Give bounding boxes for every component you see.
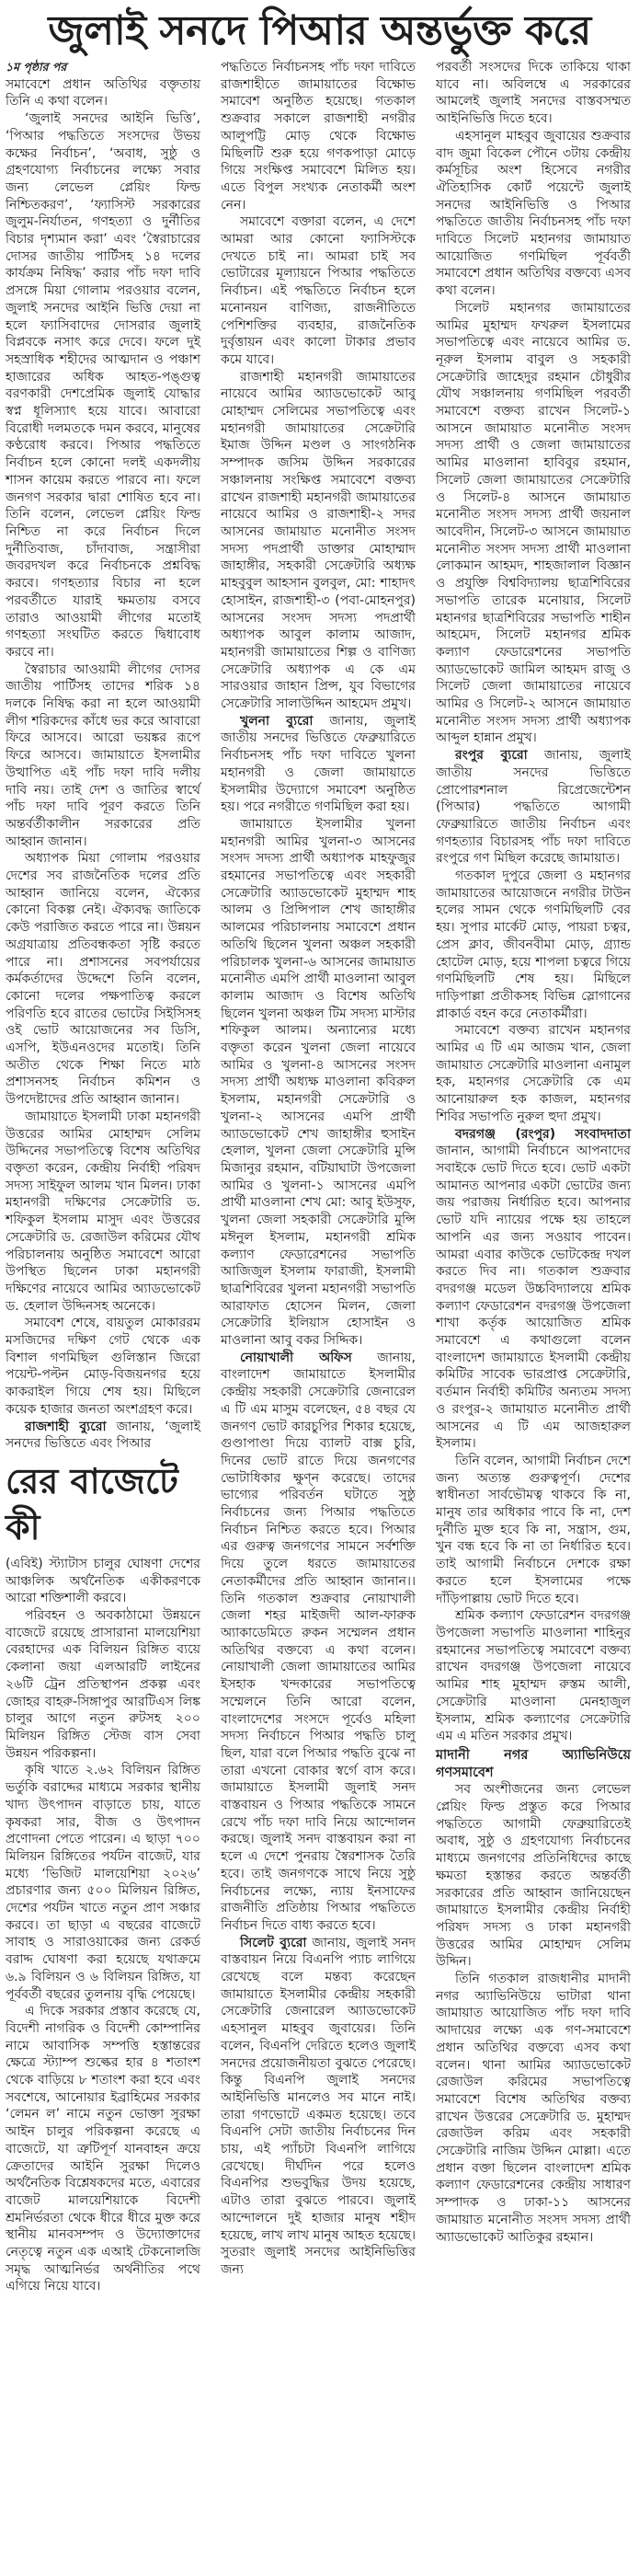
paragraph [436,1607,631,1745]
budget-article-headline: রের বাজেটে কী [6,1460,178,1547]
paragraph [436,1781,631,1971]
paragraph [6,1109,200,1315]
paragraph-text: স্বৈরাচার আওয়ামী লীগের দোসর জাতীয় পার্টিসহ তাদের শরিক ১৪ দলকে নিষিদ্ধ করা না হলে আওয়ামী লীগ শরিকদের কাঁধে ভর করে আবারো ফিরে আসবে। আরো ভয়ঙ্কর রূপে ফিরে আসবে। জামায়াতে ইসলামীর উত্থাপিত এই পাঁচ দফা দাবি দলীয় দাবি নয়। তাই দেশ ও জাতির স্বার্থে পাঁচ দফা দাবি পূরণ করতে তিনি অন্তর্বর্তীকালীন সরকারের প্রতি আহ্বান জানান। [6,661,200,849]
paragraph [6,110,200,661]
paragraph-text: জানায়, জুলাই জাতীয় সনদের ভিত্তিতে ফেব্রুয়ারিতে নির্বাচনসহ পাঁচ দফা দাবিতে খুলনা মহানগরী ও জেলা জামায়াতে ইসলামীর উদ্যোগে সমাবেশ অনুষ্ঠিত হয়। পরে নগরীতে গণমিছিল করা হয়। [221,713,416,815]
dateline: নোয়াখালী অফিস [240,1350,352,1365]
paragraph-text: তিনি গতকাল রাজধানীর মাদানী নগর অ্যাভিনিউয়ে ভাটারা থানা জামায়াত আয়োজিত পাঁচ দফা দাবি আদায়ের লক্ষ্যে এক গণ-সমাবেশে প্রধান অতিথির বক্তব্যে এসব কথা বলেন। থানা আমির অ্যাডভোকেট রেজাউল করিমের সভাপতিত্বে সমাবেশে বিশেষ অতিথির বক্তব্য রাখেন উত্তরের সেক্রেটারি ড. মুহাম্মদ রেজাউল করিম এবং সহকারী সেক্রেটারি নাজিম উদ্দিন মোল্লা। এতে প্রধান বক্তা ছিলেন বাংলাদেশ শ্রমিক কল্যাণ ফেডারেশনের কেন্দ্রীয় সাধারণ সম্পাদক ও ঢাকা-১১ আসনের জামায়াত মনোনীত সংসদ সদস্য প্রার্থী অ্যাডভোকেট আতিকুর রহমান। [436,1972,631,2245]
paragraph [221,369,416,713]
paragraph-text: জানায়, জুলাই সনদ বাস্তবায়ন নিয়ে বিএনপি প্যাচ লাগিয়ে রেখেছে বলে মন্তব্য করেছেন জামায়াতে ইসলামীর কেন্দ্রীয় সহকারী সেক্রেটারি জেনারেল অ্যাডভোকেট এহসানুল মাহবুব জুবায়ের। তিনি বলেন, বিএনপি দেরিতে হলেও জুলাই সনদের প্রয়োজনীয়তা বুঝতে পেরেছে। কিন্তু বিএনপি জুলাই সনদের আইনিভিত্তি মানলেও সব মানে নাই। তারা গণভোটে একমত হয়েছে। তবে বিএনপি সেটা জাতীয় নির্বাচনের দিন চায়, এই প্যাঁচটা বিএনপি লাগিয়ে রেখেছে। দীর্ঘদিন পরে হলেও বিএনপির শুভবুদ্ধির উদয় হয়েছে, এটাও তারা বুঝতে পারবে। জুলাই আন্দোলনে দুই হাজার মানুষ শহীদ হয়েছে, লাখ লাখ মানুষ আহত হয়েছে। সুতরাং জুলাই সনদের আইনিভিত্তির জন্য [221,1935,416,2277]
paragraph-text: পরিবহন ও অবকাঠামো উন্নয়নে বাজেটে রয়েছে প্রাসারানা মালয়েশিয়া বেরহাদের এক বিলিয়ন রিঙ্গিত ব্যয়ে কেলানা জয়া এলআরটি লাইনের ২৬টি ট্রেন প্রতিস্থাপন প্রকল্প এবং জোহর বাহরু-সিঙ্গাপুর আরটিএস লিঙ্ক চালুর আগে নতুন রুটসহ ২০০ মিলিয়ন রিঙ্গিত স্টেজ বাস সেবা উন্নয়ন পরিকল্পনা। [6,1608,200,1761]
paragraph [436,868,631,1022]
paragraph-text: জানায়, ‘জুলাই সনদের ভিত্তিতে এবং পিআর [6,1419,200,1452]
paragraph [436,59,631,128]
paragraph-text: সমাবেশ শেষে, বায়তুল মোকাররম মসজিদের দক্ষিণ গেট থেকে এক বিশাল গণমিছিল গুলিস্তান জিরো পয়েন্ট-পল্টন মোড়-বিজয়নগর হয়ে কাকরাইল গিয়ে শেষ হয়। মিছিলে কয়েক হাজার জনতা অংশগ্রহণ করে। [6,1316,200,1417]
continuation-label [6,59,200,76]
paragraph [221,816,416,1350]
paragraph [436,1453,631,1607]
paragraph [436,1126,631,1453]
paragraph-text: তিনি বলেন, আগামী নির্বাচন দেশে জন্য অত্যন্ত গুরুত্বপূর্ণ। দেশের স্বাধীনতা সার্বভৌমত্ব থাকবে কি না, মানুষ তার অধিকার পাবে কি না, দেশ দুর্নীতি মুক্ত হবে কি না, সন্ত্রাস, গুম, খুন বন্ধ হবে কি না তা নির্ধারিত হবে। তাই আগামী নির্বাচনে দেশকে রক্ষা করতে হলে ইসলামের পক্ষে দাঁড়িপাল্লায় ভোট দিতে হবে। [436,1453,631,1606]
paragraph-text: জানান, আগামী নির্বাচনে আপনাদের সবাইকে ভোট দিতে হবে। ভোট একটা আমানত আপনার একটা ভোটের জন্য জয় পরাজয় নির্ধারিত হবে। আপনার ভোট যদি ন্যায়ের পক্ষে হয় তাহলে আপনি এর জন্য সওয়াব পাবেন। আমরা এবার কাউকে ভোটকেন্দ্র দখল করতে দিব না। গতকাল শুক্রবার বদরগঞ্জ মডেল উচ্চবিদ্যালয়ে শ্রমিক কল্যাণ ফেডারেশন বদরগঞ্জ উপজেলা শাখা কর্তৃক আয়োজিত শ্রমিক সমাবেশে এ কথাগুলো বলেন বাংলাদেশ জামায়াতে ইসলামী কেন্দ্রীয় কমিটির সাবেক ভারপ্রাপ্ত সেক্রেটারি, বর্তমান নির্বাহী কমিটির অন্যতম সদস্য ও রংপুর-২ জামায়াত মনোনীত প্রার্থী আসনের এ টি এম আজহারুল ইসলাম। [436,1144,631,1452]
paragraph-text: সব অংশীজনের জন্য লেভেল প্লেয়িং ফিল্ড প্রস্তুত করে পিআর পদ্ধতিতে আগামী ফেব্রুয়ারিতেই অবাধ, সুষ্ঠু ও গ্রহণযোগ্য নির্বাচনের মাধ্যমে জনগণের প্রতিনিধিদের কাছে ক্ষমতা হস্তান্তর করতে অন্তর্বর্তী সরকারের প্রতি আহ্বান জানিয়েছেন জামায়াতে ইসলামীর কেন্দ্রীয় নির্বাহী পরিষদ সদস্য ও ঢাকা মহানগরী উত্তরের আমির মোহাম্মদ সেলিম উদ্দিন। [436,1782,631,1970]
paragraph-text: ১ম পৃষ্ঠার পর [6,60,67,74]
paragraph-text: ‘জুলাই সনদের আইনি ভিত্তি’, ‘পিআর পদ্ধতিতে সংসদের উভয় কক্ষের নির্বাচন’, ‘অবাধ, সুষ্ঠু ও গ্রহণযোগ্য নির্বাচনের লক্ষ্যে সবার জন্য লেভেল প্লেয়িং ফিল্ড নিশ্চিতকরণ’, ‘ফ্যাসিস্ট সরকারের জুলুম-নির্যাতন, গণহত্যা ও দুর্নীতির বিচার দৃশ্যমান করা’ এবং ‘স্বৈরাচারের দোসর জাতীয় পার্টিসহ ১৪ দলের কার্যক্রম নিষিদ্ধ’ করার পাঁচ দফা দাবি প্রসঙ্গে মিয়া গোলাম পরওয়ার বলেন, জুলাই সনদের আইনি ভিত্তি দেয়া না হলে ফ্যাসিবাদের দোসরার জুলাই বিপ্লবকে নসাৎ করে দেবে। ফলে দুই সহস্রাধিক শহীদের আত্মদান ও পঞ্চাশ হাজারের অধিক আহত-পঙ্গুত্ব বরণকারী দেশপ্রেমিক জুলাই যোদ্ধার স্বপ্ন ধূলিস্যাৎ হয়ে যাবে। আবারো বিরোধী দলমতকে দমন করবে, মানুষের কণ্ঠরোধ করবে। পিআর পদ্ধতিতে নির্বাচন হলে কোনো দলই একদলীয় শাসন কায়েম করতে পারবে না। ফলে জনগণ সরকার দ্বারা শোষিত হবে না। তিনি বলেন, লেভেল প্লেয়িং ফিল্ড নিশ্চিত না করে নির্বাচন দিলে দুর্নীতিবাজ, চাঁদাবাজ, সন্ত্রাসীরা জবরদখল করে নির্বাচনকে প্রশ্নবিদ্ধ করবে। গণহত্যার বিচার না হলে পরবর্তীতে যারাই ক্ষমতায় বসবে তারাও আওয়ামী লীগের মতোই গণহত্যা সংঘটিত করতে দ্বিধাবোধ করবে না। [6,111,200,660]
column-2 [221,59,416,2279]
paragraph-text: অধ্যাপক মিয়া গোলাম পরওয়ার দেশের সব রাজনৈতিক দলের প্রতি আহ্বান জানিয়ে বলেন, ঐক্যের কোনো বিকল্প নেই। ঐক্যবদ্ধ জাতিকে কেউ পরাজিত করতে পারে না। উন্নয়ন অগ্রযাত্রায় প্রতিবন্ধকতা সৃষ্টি করতে পারে না। প্রশাসনের সবপর্যায়ের কর্মকর্তাদের উদ্দেশে তিনি বলেন, কোনো দলের পক্ষপাতিত্ব করলে পরিণতি হবে রাতের ভোটের সিইসিসহ ওই ভোট আয়োজনের সব ডিসি, এসপি, ইউএনওদের মতোই। তিনি অতীত থেকে শিক্ষা নিতে মাঠ প্রশাসনসহ নির্বাচন কমিশন ও উপদেষ্টাদের প্রতি আহ্বান জানান। [6,851,200,1108]
paragraph-text: এ দিকে সরকার প্রস্তাব করেছে যে, বিদেশী নাগরিক ও বিদেশী কোম্পানির নামে আবাসিক সম্পত্তি হস্তান্তরের ক্ষেত্রে স্ট্যাম্প শুল্কের হার ৪ শতাংশ থেকে বাড়িয়ে ৮ শতাংশ করা হবে এবং সবশেষে, আনোয়ার ইব্রাহিমের সরকার ‘লেমন ল’ নামে নতুন ভোক্তা সুরক্ষা আইন চালুর পরিকল্পনা করেছে এ বাজেটে, যা ত্রুটিপূর্ণ যানবাহন ক্রয়ে ক্রেতাদের আইনি সুরক্ষা দিলেও অর্থনৈতিক বিশ্লেষকদের মতে, এবারের বাজেট মালয়েশিয়াকে বিদেশী শ্রমনির্ভরতা থেকে ধীরে ধীরে মুক্ত করে স্থানীয় মানবসম্পদ ও উদ্যোক্তাদের নেতৃত্বে নতুন এক এআই টেকনোলজি সমৃদ্ধ আত্মনির্ভর অর্থনীতির পথে এগিয়ে নিয়ে যাবে। [6,2004,200,2294]
paragraph-text: সমাবেশে বক্তারা বলেন, এ দেশে আমরা আর কোনো ফ্যাসিস্টকে দেখতে চাই না। আমরা চাই সব ভোটারের মূল্যায়নে পিআর পদ্ধতিতে নির্বাচন। এই পদ্ধতিতে নির্বাচন হলে মনোনয়ন বাণিজ্য, রাজনীতিতে পেশিশক্তির ব্যবহার, রাজনৈতিক দুর্বৃত্তায়ন এবং কালো টাকার প্রভাব কমে যাবে। [221,214,416,367]
paragraph-text: জামায়াতে ইসলামী ঢাকা মহানগরী উত্তরের আমির মোহাম্মদ সেলিম উদ্দিনের সভাপতিত্বে বিশেষ অতিথির বক্তৃতা করেন, কেন্দ্রীয় নির্বাহী পরিষদ সদস্য সাইফুল আলম খান মিলন। ঢাকা মহানগরী দক্ষিণের সেক্রেটারি ড. শফিকুল ইসলাম মাসুদ এবং উত্তরের সেক্রেটারি ড. রেজাউল করিমের যৌথ পরিচালনায় অনুষ্ঠিত সমাবেশে আরো উপস্থিত ছিলেন ঢাকা মহানগরী দক্ষিণের নায়েবে আমির অ্যাডভোকেট ড. হেলাল উদ্দিনসহ অনেকে। [6,1109,200,1314]
paragraph-text: সিলেট মহানগর জামায়াতের আমির মুহাম্মদ ফখরুল ইসলামের সভাপতিত্বে এবং নায়েবে আমির ড. নূরুল ইসলাম বাবুল ও সহকারী সেক্রেটারি জাহেদুর রহমান চৌধুরীর যৌথ সঞ্চালনায় গণমিছিল পরবর্তী সমাবেশে বক্তব্য রাখেন সিলেট-১ আসনে জামায়াত মনোনীত সংসদ সদস্য প্রার্থী ও জেলা জামায়াতের আমির মাওলানা হাবিবুর রহমান, সিলেট জেলা জামায়াতের সেক্রেটারি ও সিলেট-৪ আসনে জামায়াত মনোনীত সংসদ সদস্য প্রার্থী জয়নাল আবেদীন, সিলেট-৩ আসনে জামায়াত মনোনীত সংসদ সদস্য প্রার্থী মাওলানা লোকমান আহমদ, শাহজালাল বিজ্ঞান ও প্রযুক্তি বিশ্ববিদ্যালয় ছাত্রশিবিরের সভাপতি তারেক মনোয়ার, সিলেট মহানগর ছাত্রশিবিরের সভাপতি শাহীন আহমেদ, সিলেট মহানগর শ্রমিক কল্যাণ ফেডারেশনের সভাপতি অ্যাডভোকেট জামিল আহমদ রাজু ও সিলেট জেলা জামায়াতের নায়েবে আমির ও সিলেট-২ আসনে জামায়াত মনোনীত সংসদ সদস্য প্রার্থী অধ্যাপক আব্দুল হান্নান প্রমুখ। [436,300,631,746]
paragraph-text: শ্রমিক কল্যাণ ফেডারেশন বদরগঞ্জ উপজেলা সভাপতি মাওলানা শাহিনুর রহমানের সভাপতিত্বে সমাবেশে বক্তব্য রাখেন বদরগঞ্জ উপজেলা নায়েবে আমির শাহ মুহাম্মদ রুস্তম আলী, সেক্রেটারি মাওলানা মেনহাজুল ইসলাম, শ্রমিক কল্যাণের সেক্রেটারি এম এ মতিন সরকার প্রমুখ। [436,1608,631,1744]
paragraph-text: জানায়, জুলাই জাতীয় সনদের ভিত্তিতে প্রোপোরশনাল রিপ্রেজেন্টেশন (পিআর) পদ্ধতিতে আগামী ফেব্রুয়ারিতে জাতীয় নির্বাচন এবং গণহত্যার বিচারসহ পাঁচ দফা দাবিতে রংপুরে গণ মিছিল করেছে জামায়াত। [436,748,631,867]
paragraph [6,850,200,1109]
paragraph-text: মাদানী নগর অ্যাভিনিউয়ে গণসমাবেশ [436,1747,631,1780]
paragraph [436,300,631,747]
paragraph [221,1935,416,2279]
budget-article-body [6,1556,200,2295]
paragraph [436,1971,631,2246]
paragraph [221,1350,416,1935]
paragraph [436,747,631,868]
article-columns [0,57,639,2295]
paragraph-text: পদ্ধতিতে নির্বাচনসহ পাঁচ দফা দাবিতে রাজশাহীতে জামায়াতের বিক্ষোভ সমাবেশ অনুষ্ঠিত হয়েছে। গতকাল শুক্রবার সকালে রাজশাহী নগরীর আলুপট্টি মোড় থেকে বিক্ষোভ মিছিলটি শুরু হয়ে গণকপাড়া মোড়ে গিয়ে সংক্ষিপ্ত সমাবেশে মিলিত হয়। এতে বিপুল সংখ্যক নেতাকর্মী অংশ নেন। [221,60,416,213]
paragraph-text: জামায়াতে ইসলামীর খুলনা মহানগরী আমির খুলনা-৩ আসনের সংসদ সদস্য প্রার্থী অধ্যাপক মাহফুজুর রহমানের সভাপতিত্বে এবং সহকারী সেক্রেটারি অ্যাডভোকেট মুহাম্মদ শাহ আলম ও প্রিন্সিপাল শেখ জাহাঙ্গীর আলমের পরিচালনায় সমাবেশে প্রধান অতিথি ছিলেন খুলনা অঞ্চল সহকারী পরিচালক খুলনা-৬ আসনের জামায়াত মনোনীত এমপি প্রার্থী মাওলানা আবুল কালাম আজাদ ও বিশেষ অতিথি ছিলেন খুলনা অঞ্চল টিম সদস্য মাস্টার শফিকুল আলম। অন্যান্যের মধ্যে বক্তৃতা করেন খুলনা জেলা নায়েবে আমির ও খুলনা-৪ আসনের সংসদ সদস্য প্রার্থী অধ্যক্ষ মাওলানা কবিরুল ইসলাম, মহানগরী সেক্রেটারি ও খুলনা-২ আসনের এমপি প্রার্থী অ্যাডভোকেট শেখ জাহাঙ্গীর হুসাইন হেলাল, খুলনা জেলা সেক্রেটারি মুন্সি মিজানুর রহমান, বটিয়াঘাটা উপজেলা আমির ও খুলনা-১ আসনের এমপি প্রার্থী মাওলানা শেখ মো: আবু ইউসুফ, খুলনা জেলা সহকারী সেক্রেটারি মুন্সি মঈনুল ইসলাম, মহানগরী শ্রমিক কল্যাণ ফেডারেশনের সভাপতি আজিজুল ইসলাম ফারাজী, ইসলামী ছাত্রশিবিরের খুলনা মহানগরী সভাপতি আরাফাত হোসেন মিলন, জেলা সেক্রেটারি ইলিয়াস হোসাইন ও মাওলানা আবু বকর সিদ্দিক। [221,816,416,1349]
paragraph-text: রাজশাহী মহানগরী জামায়াতের নায়েবে আমির অ্যাডভোকেট আবু মোহাম্মদ সেলিমের সভাপতিত্বে এবং মহানগরী জামায়াতের সেক্রেটারি ইমাজ উদ্দিন মণ্ডল ও সাংগঠনিক সম্পাদক জসিম উদ্দিন সরকারের সঞ্চালনায় সংক্ষিপ্ত সমাবেশে বক্তব্য রাখেন রাজশাহী মহানগরী জামায়াতের নায়েবে আমির ও রাজশাহী-২ সদর আসনের জামায়াত মনোনীত সংসদ সদস্য পদপ্রার্থী ডাক্তার মোহাম্মাদ জাহাঙ্গীর, সহকারী সেক্রেটারি অধ্যক্ষ মাহবুবুল আহসান বুলবুল, মো: শাহাদৎ হোসাইন, রাজশাহী-৩ (পবা-মোহনপুর) আসনের সংসদ সদস্য পদপ্রার্থী অধ্যাপক আবুল কালাম আজাদ, মহানগরী জামায়াতের শিল্প ও বাণিজ্য সেক্রেটারি অধ্যাপক এ কে এম সারওয়ার জাহান প্রিন্স, যুব বিভাগের সেক্রেটারি সালাউদ্দিন আহমেদ প্রমুখ। [221,369,416,712]
dateline: বদরগঞ্জ (রংপুর) সংবাদদাতা [455,1126,631,1142]
dateline: রাজশাহী ব্যুরো [25,1419,107,1434]
paragraph-text: এহসানুল মাহবুব জুবায়ের শুক্রবার বাদ জুমা বিকেল পৌনে ৩টায় কেন্দ্রীয় কর্মসূচির অংশ হিসেবে নগরীর ঐতিহাসিক কোর্ট পয়েন্টে জুলাই সনদের আইনিভিত্তি ও পিআর পদ্ধতিতে জাতীয় নির্বাচনসহ পাঁচ দফা দাবিতে সিলেট মহানগর জামায়াত আয়োজিত গণমিছিল পূর্ববর্তী সমাবেশে প্রধান অতিথির বক্তব্যে এসব কথা বলেন। [436,128,631,299]
paragraph [436,1022,631,1125]
paragraph [6,1315,200,1418]
main-headline: জুলাই সনদে পিআর অন্তর্ভুক্ত করে [48,7,591,54]
article-column-2 [221,59,416,2279]
paragraph [221,59,416,213]
column-1 [6,59,200,2295]
paragraph-text: গতকাল দুপুরে জেলা ও মহানগর জামায়াতের আয়োজনে নগরীর টাউন হলের সামন থেকে গণমিছিলটি বের হয়। সুপার মার্কেট মোড়, পায়রা চত্বর, প্রেস ক্লাব, জীবনবীমা মোড়, গ্র্যান্ড হোটেল মোড়, হয়ে শাপলা চত্বরে গিয়ে গণমিছিলটি শেষ হয়। মিছিলে দাড়িপাল্লা প্রতীকসহ বিভিন্ন স্লোগানের প্লাকার্ড বহন করে নেতাকর্মীরা। [436,868,631,1021]
paragraph [6,661,200,851]
paragraph [6,2003,200,2295]
paragraph [6,1419,200,1453]
column-3 [436,59,631,2246]
paragraph-text: জানায়, বাংলাদেশ জামায়াতে ইসলামীর কেন্দ্রীয় সহকারী সেক্রেটারি জেনারেল এ টি এম মাসুম বলেছেন, ৫৪ বছর যে জনগণ ভোট কারচুপির শিকার হয়েছে, গুণ্ডাপাণ্ডা দিয়ে ব্যালট বাক্স চুরি, দিনের ভোট রাতে দিয়ে জনগণের ভোটাধিকার ক্ষুণ্ন করেছে। তাদের ভাগ্যের পরিবর্তন ঘটাতে সুষ্ঠু নির্বাচনের জন্য পিআর পদ্ধতিতে নির্বাচন নিশ্চিত করতে হবে। পিআর এর গুরুত্ব জনগণের সামনে সর্বশক্তি দিয়ে তুলে ধরতে জামায়াতের নেতাকর্মীদের প্রতি আহ্বান জানান।। তিনি গতকাল শুক্রবার নোয়াখালী জেলা শহর মাইজদী আল-ফারুক অ্যাকাডেমিতে রুকন সম্মেলন প্রধান অতিথির বক্তব্যে এ কথা বলেন। নোয়াখালী জেলা জামায়াতের আমির ইসহাক খন্দকারের সভাপতিত্বে সম্মেলনে তিনি আরো বলেন, বাংলাদেশের সংসদে পূর্বেও মহিলা সদস্য নির্বাচনে পিআর পদ্ধতি চালু ছিল, যারা বলে পিআর পদ্ধতি বুঝে না তারা এখনো বোকার স্বর্গে বাস করে। জামায়াতে ইসলামী জুলাই সনদ বাস্তবায়ন ও পিআর পদ্ধতিকে সামনে রেখে পাঁচ দফা দাবি নিয়ে আন্দোলন করছে। জুলাই সনদ বাস্তবায়ন করা না হলে এ দেশে পুনরায় স্বৈরশাসক তৈরি হবে। তাই জনগণকে সাথে নিয়ে সুষ্ঠু নির্বাচনের লক্ষ্যে, ন্যায় ইনসাফের রাজনীতি প্রতিষ্ঠায় পিআর পদ্ধতিতে নির্বাচন দিতে বাধ্য করতে হবে। [221,1350,416,1933]
paragraph [6,76,200,110]
paragraph [436,128,631,300]
paragraph-text: (এবিই) স্ট্যাটাস চালুর ঘোষণা দেশের আঞ্চলিক অর্থনৈতিক একীকরণকে আরো শক্তিশালী করবে। [6,1556,200,1606]
dateline: সিলেট ব্যুরো [240,1935,307,1950]
paragraph [6,1556,200,1607]
paragraph [6,1762,200,2003]
article-column-3 [436,59,631,2246]
paragraph-text: সমাবেশে প্রধান অতিথির বক্তৃতায় তিনি এ কথা বলেন। [6,76,200,109]
paragraph [221,213,416,368]
paragraph-text: সমাবেশে বক্তব্য রাখেন মহানগর আমির এ টি এম আজম খান, জেলা জামায়াত সেক্রেটারি মাওলানা এনামুল হক, মহানগর সেক্রেটারি কে এম আনোয়ারুল হক কাজল, মহানগর শিবির সভাপতি নুরুল হুদা প্রমুখ। [436,1023,631,1124]
dateline: খুলনা ব্যুরো [240,713,314,729]
article-column-1 [6,59,200,1453]
paragraph [6,1607,200,1762]
paragraph-text: পরবর্তী সংসদের দিকে তাকিয়ে থাকা যাবে না। অবিলম্বে এ সরকারের আমলেই জুলাই সনদের বাস্তবসম্মত আইনিভিত্তি দিতে হবে। [436,60,631,127]
dateline: রংপুর ব্যুরো [455,748,528,764]
paragraph-text: কৃষি খাতে ২.৬২ বিলিয়ন রিঙ্গিত ভর্তুকি বরাদ্দের মাধ্যমে সরকার স্থানীয় খাদ্য উৎপাদন বাড়াতে চায়, যাতে কৃষকরা সার, বীজ ও উৎপাদন প্রণোদনা পেতে পারেন। এ ছাড়া ৭০০ মিলিয়ন রিঙ্গিতের পর্যটন বাজেট, যার মধ্যে ‘ভিজিট মালয়েশিয়া ২০২৬’ প্রচারণার জন্য ৫০০ মিলিয়ন রিঙ্গিত, দেশের পর্যটন খাতে নতুন প্রাণ সঞ্চার করবে। তা ছাড়া এ বছরের বাজেটে সাবাহ ও সারাওয়াকের জন্য রেকর্ড বরাদ্দ ঘোষণা করা হয়েছে যথাক্রমে ৬.৯ বিলিয়ন ও ৬ বিলিয়ন রিঙ্গিত, যা পূর্ববর্তী বছরের তুলনায় বৃদ্ধি পেয়েছে। [6,1763,200,2002]
paragraph [221,713,416,816]
subheading [436,1747,631,1781]
